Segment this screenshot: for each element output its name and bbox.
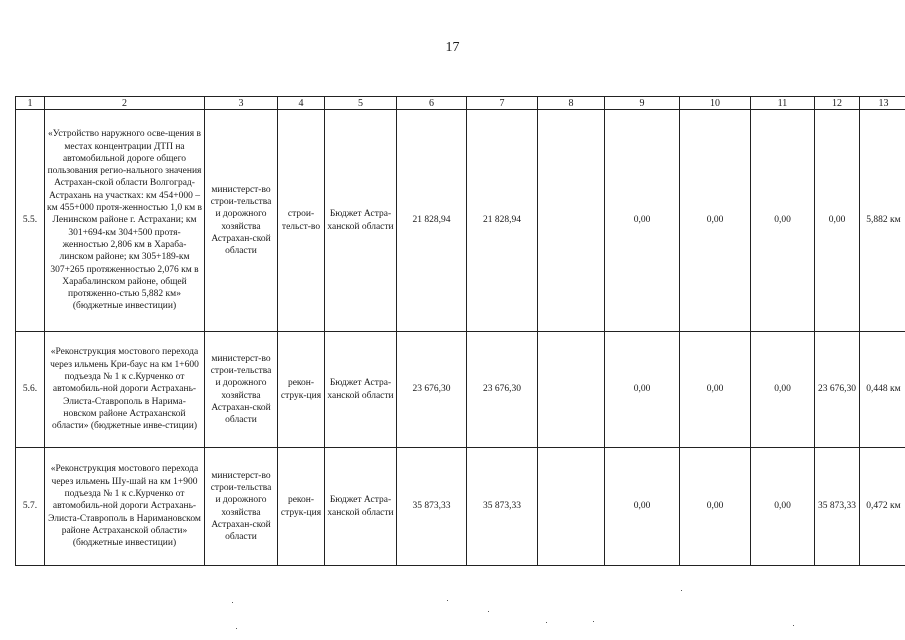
header-row: [16, 97, 905, 110]
value-col-11: 0,00: [751, 110, 815, 332]
value-col-8: [538, 448, 605, 566]
table-row: [16, 110, 905, 332]
header-cell-10: 10: [680, 97, 751, 110]
scan-speck: [232, 602, 233, 603]
value-col-6: 23 676,30: [397, 332, 467, 448]
data-table: [15, 96, 905, 566]
header-cell-11: 11: [751, 97, 815, 110]
value-col-8: [538, 110, 605, 332]
object-description: «Реконструкция мостового перехода через ильмень Шу-шай на км 1+900 подъезда № 1 к с.Курченко от автомобиль-ной дороги Астрахань-Элиста-Ставрополь в Наримановском районе Астраханской области» (бюджетные инвестиции): [45, 448, 205, 566]
value-col-11: 0,00: [751, 448, 815, 566]
header-cell-13: 13: [860, 97, 905, 110]
header-cell-9: 9: [605, 97, 680, 110]
object-description: «Устройство наружного осве-щения в местах концентрации ДТП на автомобильной дороге общего пользования регио-нального значения Астрахан-ской области Волгоград-Астрахань на участках: км 454+000 – км 455+000 протя-женностью 1,0 км в Ленинском районе г. Астрахани; км 301+694-км 304+500 протя-женностью 2,806 км в Хараба-линском районе; км 305+189-км 307+265 протяженностью 2,076 км в Харабалинском районе, общей протяженно-стью 5,882 км» (бюджетные инвестиции): [45, 110, 205, 332]
header-cell-1: 1: [16, 97, 45, 110]
table-row: [16, 448, 905, 566]
row-number: 5.6.: [16, 332, 45, 448]
customer-cell: министерст-во строи-тельства и дорожного хозяйства Астрахан-ской области: [205, 448, 278, 566]
work-type-cell: рекон-струк-ция: [278, 332, 325, 448]
value-col-10: 0,00: [680, 448, 751, 566]
work-type-cell: рекон-струк-ция: [278, 448, 325, 566]
customer-cell: министерст-во строи-тельства и дорожного хозяйства Астрахан-ской области: [205, 332, 278, 448]
value-col-6: 35 873,33: [397, 448, 467, 566]
customer-cell: министерст-во строи-тельства и дорожного хозяйства Астрахан-ской области: [205, 110, 278, 332]
page-number: 17: [445, 40, 460, 55]
scan-speck: [593, 621, 594, 622]
value-col-7: 21 828,94: [467, 110, 538, 332]
table-row: [16, 332, 905, 448]
value-col-6: 21 828,94: [397, 110, 467, 332]
value-col-12: 35 873,33: [815, 448, 860, 566]
capacity-cell: 0,448 км: [860, 332, 905, 448]
funding-source-cell: Бюджет Астра-ханской области: [325, 110, 397, 332]
header-cell-5: 5: [325, 97, 397, 110]
header-cell-7: 7: [467, 97, 538, 110]
header-cell-4: 4: [278, 97, 325, 110]
header-cell-2: 2: [45, 97, 205, 110]
value-col-10: 0,00: [680, 110, 751, 332]
capacity-cell: 5,882 км: [860, 110, 905, 332]
header-cell-8: 8: [538, 97, 605, 110]
header-cell-6: 6: [397, 97, 467, 110]
value-col-9: 0,00: [605, 332, 680, 448]
header-cell-12: 12: [815, 97, 860, 110]
scan-speck: [546, 622, 547, 623]
value-col-8: [538, 332, 605, 448]
value-col-7: 35 873,33: [467, 448, 538, 566]
value-col-12: 0,00: [815, 110, 860, 332]
funding-source-cell: Бюджет Астра-ханской области: [325, 332, 397, 448]
value-col-11: 0,00: [751, 332, 815, 448]
value-col-7: 23 676,30: [467, 332, 538, 448]
value-col-10: 0,00: [680, 332, 751, 448]
scan-speck: [236, 628, 237, 629]
value-col-9: 0,00: [605, 110, 680, 332]
capacity-cell: 0,472 км: [860, 448, 905, 566]
value-col-9: 0,00: [605, 448, 680, 566]
row-number: 5.5.: [16, 110, 45, 332]
scan-speck: [681, 590, 682, 591]
scan-speck: [447, 600, 448, 601]
scan-speck: [488, 611, 489, 612]
row-number: 5.7.: [16, 448, 45, 566]
work-type-cell: строи-тельст-во: [278, 110, 325, 332]
scan-speck: [793, 625, 794, 626]
header-cell-3: 3: [205, 97, 278, 110]
object-description: «Реконструкция мостового перехода через ильмень Кри-баус на км 1+600 подъезда № 1 к с.Курченко от автомобиль-ной дороги Астрахань-Элиста-Ставрополь в Наримa-новском районе Астраханской области» (бюджетные инве-стиции): [45, 332, 205, 448]
value-col-12: 23 676,30: [815, 332, 860, 448]
funding-source-cell: Бюджет Астра-ханской области: [325, 448, 397, 566]
